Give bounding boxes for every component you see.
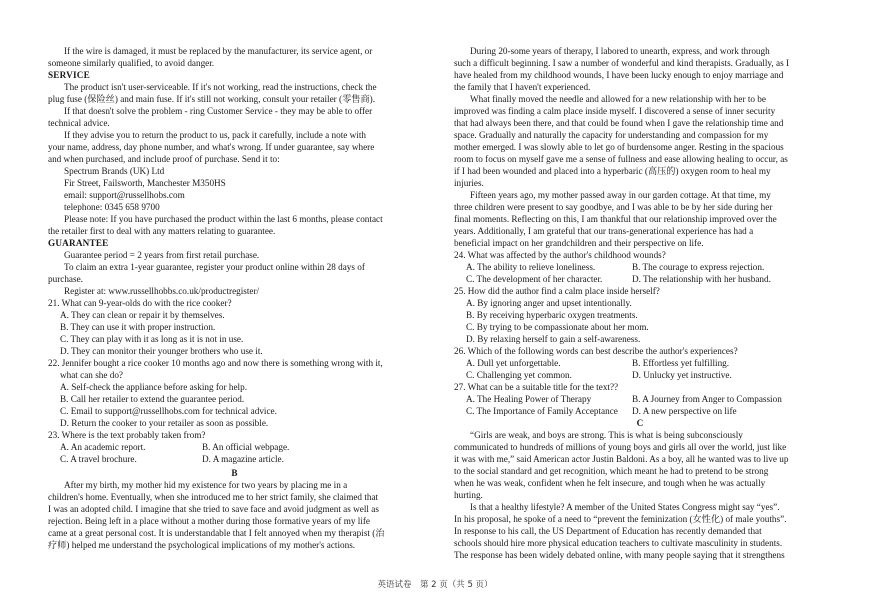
q25-block	[454, 285, 826, 357]
text-line: children's home. Eventually, when she introduced me to her strict family, she claimed that	[48, 492, 379, 502]
q23-option-c: C. A travel brochure.	[60, 454, 137, 464]
q26-options-row-1	[454, 357, 826, 369]
text-line: Spectrum Brands (UK) Ltd	[64, 166, 165, 176]
text-line: beneficial impact on her grandchildren and their perspective on life.	[454, 238, 704, 248]
text-line: B. Call her retailer to extend the guarantee period.	[60, 394, 245, 404]
q24-option-b: B. The courage to express rejection.	[632, 262, 765, 272]
text-line: To claim an extra 1-year guarantee, register your product online within 28 days of	[64, 262, 365, 272]
right-column	[454, 45, 826, 561]
text-line: 21. What can 9-year-olds do with the rice cooker?	[48, 298, 232, 308]
text-line: injuries.	[454, 178, 484, 188]
text-line: email: support@russellhobs.com	[64, 190, 185, 200]
text-line: that had always been there, and that could be found when I gave the relationship time and	[454, 118, 784, 128]
text-line: the retailer first to deal with any matters relating to guarantee.	[48, 226, 276, 236]
text-line: C. They can play with it as long as it is not in use.	[60, 334, 244, 344]
q23-options-row-1	[48, 441, 421, 453]
text-line: to the social standard and get recognition, which meant he had to pretend to be strong	[454, 466, 769, 476]
text-line: plug fuse (保险丝) and main fuse. If it's still not working, consult your retailer (零售商).	[48, 94, 375, 104]
q23-option-b: B. An official webpage.	[202, 442, 290, 452]
text-line: hurting.	[454, 490, 483, 500]
q26-options-row-2	[454, 369, 826, 381]
text-line: If that doesn't solve the problem - ring Customer Service - they may be able to offer	[64, 106, 373, 116]
left-intro-lines	[48, 45, 421, 441]
q27-options-row-2	[454, 405, 826, 417]
text-line: C. By trying to be compassionate about her mom.	[466, 322, 649, 332]
q27-question: 27. What can be a suitable title for the text??	[454, 382, 619, 392]
q26-option-a: A. Dull yet unforgettable.	[466, 358, 561, 368]
q23-option-a: A. An academic report.	[60, 442, 146, 452]
text-line: D. By relaxing herself to gain a self-awareness.	[466, 334, 641, 344]
text-line: If they advise you to return the product to us, pack it carefully, include a note with	[64, 130, 366, 140]
text-line: purchase.	[48, 274, 83, 284]
text-line: Is that a healthy lifestyle? A member of the United States Congress might say “yes”.	[470, 502, 780, 512]
text-line: have healed from my childhood wounds, I have been lucky enough to enjoy marriage and	[454, 70, 784, 80]
text-line: your name, address, day phone number, and what's wrong. If under guarantee, say where	[48, 142, 375, 152]
text-line: schools should hire more physical education teachers to cultivate masculinity in students.	[454, 538, 783, 548]
section-b-label: B	[231, 468, 238, 478]
text-line: If the wire is damaged, it must be replaced by the manufacturer, its service agent, or	[64, 46, 373, 56]
q24-options-row-2	[454, 273, 826, 285]
text-line: Fir Street, Failsworth, Manchester M350HS	[64, 178, 226, 188]
right-passage	[454, 45, 826, 261]
text-line: Please note: If you have purchased the product within the last 6 months, please contact	[64, 214, 383, 224]
text-line: someone similarly qualified, to avoid danger.	[48, 58, 215, 68]
text-line: During 20-some years of therapy, I labored to unearth, express, and work through	[470, 46, 770, 56]
q26-option-d: D. Unlucky yet instructive.	[632, 370, 732, 380]
q27-option-c: C. The Importance of Family Acceptance	[466, 406, 618, 416]
section-c-label: C	[636, 418, 644, 428]
q27-option-a: A. The Healing Power of Therapy	[466, 394, 592, 404]
text-line: three children were present to say goodbye, and I was able to be by her side during her	[454, 202, 773, 212]
q23-options-row-2	[48, 453, 421, 465]
text-line: A. By ignoring anger and upset intentionally.	[466, 298, 632, 308]
q26-option-c: C. Challenging yet common.	[466, 370, 572, 380]
text-line: D. They can monitor their younger brothers who use it.	[60, 346, 263, 356]
text-line: B. They can use it with proper instruction.	[60, 322, 216, 332]
text-line: 24. What was affected by the author's childhood wounds?	[454, 250, 666, 260]
text-line: I was an adopted child. I imagine that she tried to save face and avoid judgment as well as	[48, 504, 379, 514]
text-line: D. Return the cooker to your retailer as soon as possible.	[60, 418, 269, 428]
text-line: improved was finding a calm place inside myself. I discovered a sense of inner security	[454, 106, 776, 116]
q24-option-d: D. The relationship with her husband.	[632, 274, 771, 284]
text-line: A. They can clean or repair it by themselves.	[60, 310, 225, 320]
text-line: In his proposal, he spoke of a need to “prevent the feminization (女性化) of male youths”.	[454, 514, 787, 524]
left-column	[48, 45, 421, 551]
q27-option-d: D. A new perspective on life	[632, 406, 737, 416]
text-line: room to focus on myself gave me a sense of fullness and ease allowing healing to occur, as	[454, 154, 788, 164]
text-line: it was with me,” said American actor Justin Baldoni. As a boy, all he wanted was to live up	[454, 454, 789, 464]
text-line: what can she do?	[60, 370, 124, 380]
q24-options-row-1	[454, 261, 826, 273]
text-line: The product isn't user-serviceable. If it's not working, read the instructions, check the	[64, 82, 377, 92]
q23-option-d: D. A magazine article.	[202, 454, 284, 464]
text-line: 23. Where is the text probably taken from?	[48, 430, 206, 440]
text-line: C. Email to support@russellhobs.com for technical advice.	[60, 406, 277, 416]
text-line: 22. Jennifer bought a rice cooker 10 months ago and now there is something wrong with it,	[48, 358, 383, 368]
passage-b	[48, 479, 421, 551]
text-line: A. Self-check the appliance before asking for help.	[60, 382, 247, 392]
q27-options-row-1	[454, 393, 826, 405]
section-heading: GUARANTEE	[48, 238, 109, 248]
text-line: mother emerged. I was slowly able to let go of burdensome anger. Resting in the spacious	[454, 142, 784, 152]
section-heading: SERVICE	[48, 70, 90, 80]
text-line: Register at: www.russellhobbs.co.uk/productregister/	[64, 286, 260, 296]
text-line: rejection. Being left in a place without a mother during those formative years of my life	[48, 516, 370, 526]
text-line: In response to his call, the US Department of Education has recently demanded that	[454, 526, 762, 536]
q27-option-b: B. A Journey from Anger to Compassion	[632, 394, 782, 404]
q24-option-c: C. The development of her character.	[466, 274, 603, 284]
text-line: if I had been wounded and placed into a hyperbaric (高压的) oxygen room to heal my	[454, 166, 771, 176]
text-line: technical advice.	[48, 118, 110, 128]
text-line: telephone: 0345 658 9700	[64, 202, 160, 212]
text-line: came at a great personal cost. It is understandable that I felt annoyed when my therapist (治	[48, 528, 385, 538]
text-line: What finally moved the needle and allowed for a new relationship with her to be	[470, 94, 766, 104]
text-line: 26. Which of the following words can best describe the author's experiences?	[454, 346, 738, 356]
text-line: “Girls are weak, and boys are strong. This is what is being subconsciously	[470, 430, 743, 440]
text-line: Fifteen years ago, my mother passed away in our garden cottage. At that time, my	[470, 190, 771, 200]
text-line: and when purchased, and include proof of purchase. Send it to:	[48, 154, 280, 164]
text-line: communicated to hundreds of millions of young boys and girls all over the world, just like	[454, 442, 787, 452]
passage-c	[454, 429, 826, 561]
text-line: Guarantee period = 2 years from first retail purchase.	[64, 250, 260, 260]
text-line: final moments. Reflecting on this, I am thankful that our relationship improved over the	[454, 214, 777, 224]
text-line: space. Gradually and naturally the capacity for understanding and compassion for my	[454, 130, 769, 140]
q24-option-a: A. The ability to relieve loneliness.	[466, 262, 596, 272]
text-line: such a difficult beginning. I saw a number of wonderful and kind therapists. Gradually, as I	[454, 58, 790, 68]
text-line: After my birth, my mother hid my existence for two years by placing me in a	[64, 480, 348, 490]
text-line: B. By receiving hyperbaric oxygen treatments.	[466, 310, 638, 320]
text-line: 疗师) helped me understand the psychological implications of my mother's actions.	[48, 540, 356, 550]
q26-option-b: B. Effortless yet fulfilling.	[632, 358, 730, 368]
text-line: the family that I haven't experienced.	[454, 82, 591, 92]
text-line: years. Additionally, I am grateful that our trans-generational experience has had a	[454, 226, 754, 236]
text-line: 25. How did the author find a calm place inside herself?	[454, 286, 660, 296]
page-footer: 英语试卷 第 2 页（共 5 页）	[377, 580, 493, 590]
text-line: when he was weak, confident when he felt insecure, and tough when he was actually	[454, 478, 766, 488]
text-line: The response has been widely debated online, with many people saying that it strengthens	[454, 550, 785, 560]
